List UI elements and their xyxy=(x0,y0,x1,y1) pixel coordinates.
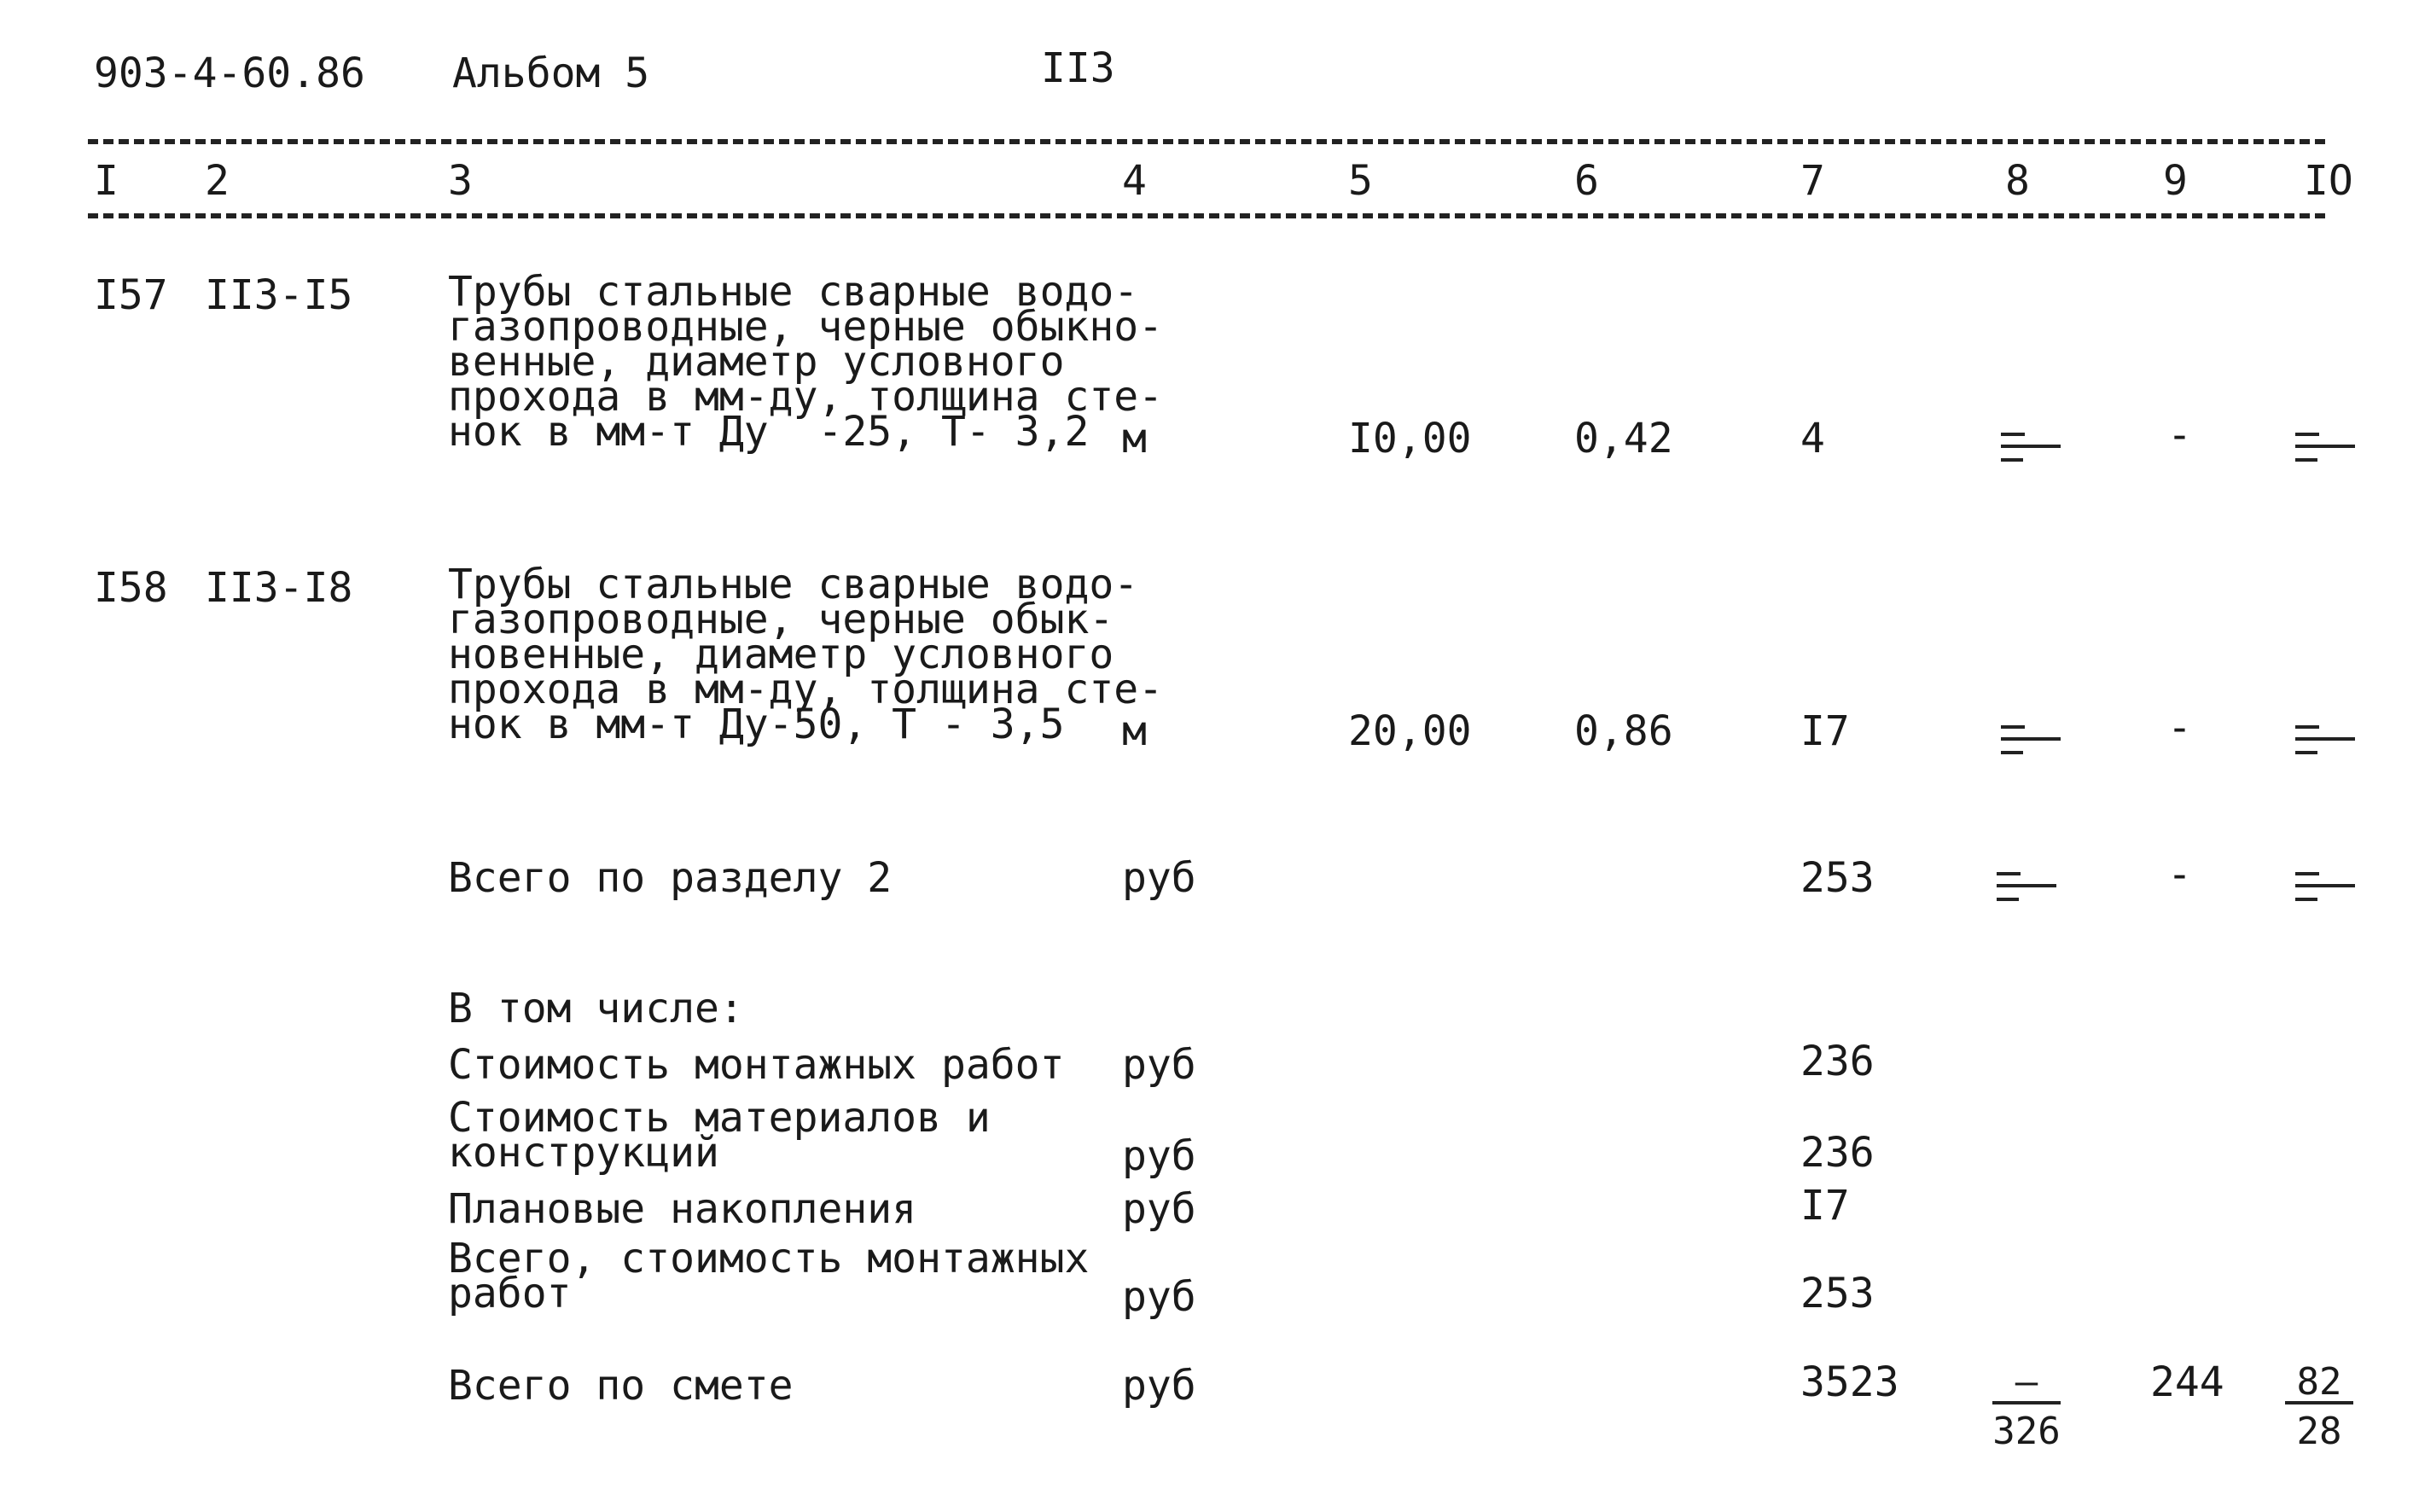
header-bottom-rule xyxy=(88,213,2325,218)
row-quantity: I0,00 xyxy=(1348,415,1472,462)
grand-total-col9: 244 xyxy=(2150,1358,2224,1406)
row-unit-price: 0,86 xyxy=(1574,707,1673,755)
breakdown-label: Стоимость материалов и конструкций xyxy=(448,1094,991,1177)
row-code: II3-I8 xyxy=(205,564,353,612)
col-header-3: 3 xyxy=(448,157,473,205)
breakdown-value: 236 xyxy=(1800,1129,1875,1177)
row-col10-dash-mark xyxy=(2295,431,2355,465)
section-total-label: Всего по разделу 2 xyxy=(448,854,893,902)
breakdown-value: I7 xyxy=(1800,1182,1850,1230)
fraction-denominator: 28 xyxy=(2296,1410,2342,1453)
including-heading: В том числе: xyxy=(448,985,744,1032)
row-number: I57 xyxy=(94,271,168,319)
album-label: Альбом 5 xyxy=(452,49,650,97)
col-header-8: 8 xyxy=(2005,157,2030,205)
breakdown-label: Плановые накопления xyxy=(448,1185,917,1233)
col-header-5: 5 xyxy=(1348,157,1373,205)
breakdown-label: Стоимость монтажных работ xyxy=(448,1041,1065,1089)
breakdown-unit: руб xyxy=(1122,1041,1196,1089)
fraction-numerator: – xyxy=(1992,1364,2061,1404)
row-unit-price: 0,42 xyxy=(1574,415,1673,462)
col-header-9: 9 xyxy=(2163,157,2188,205)
row-total: 4 xyxy=(1800,415,1825,462)
section-total-unit: руб xyxy=(1122,854,1196,902)
section-total-col8-mark xyxy=(1997,870,2056,904)
breakdown-value: 253 xyxy=(1800,1270,1875,1317)
col-header-1: I xyxy=(94,157,119,205)
row-total: I7 xyxy=(1800,707,1850,755)
row-quantity: 20,00 xyxy=(1348,707,1472,755)
fraction-denominator: 326 xyxy=(1992,1410,2061,1453)
row-col10-dash-mark xyxy=(2295,724,2355,758)
row-description: Трубы стальные сварные водо- газопроводные, черные обык- новенные, диаметр условного прохода в мм-ду, толщина сте- нок в мм-т Ду-50, Т - 3,5 xyxy=(448,561,1164,748)
breakdown-unit: руб xyxy=(1122,1273,1196,1321)
row-unit: м xyxy=(1122,415,1147,462)
col-header-6: 6 xyxy=(1574,157,1599,205)
grand-total-col8-fraction xyxy=(1992,1360,2061,1453)
row-unit: м xyxy=(1122,707,1147,755)
grand-total-value: 3523 xyxy=(1800,1358,1899,1406)
doc-code: 903-4-60.86 xyxy=(94,49,365,97)
breakdown-value: 236 xyxy=(1800,1038,1875,1085)
row-code: II3-I5 xyxy=(205,271,353,319)
page-number: II3 xyxy=(1041,44,1115,92)
col-header-10: IO xyxy=(2304,157,2353,205)
row-col9-dash: - xyxy=(2167,411,2192,459)
col-header-2: 2 xyxy=(205,157,230,205)
section-total-col10-mark xyxy=(2295,870,2355,904)
breakdown-unit: руб xyxy=(1122,1185,1196,1233)
col-header-7: 7 xyxy=(1800,157,1825,205)
row-number: I58 xyxy=(94,564,168,612)
section-total-value: 253 xyxy=(1800,854,1875,902)
grand-total-unit: руб xyxy=(1122,1362,1196,1410)
row-col8-dash-mark xyxy=(2001,431,2061,465)
header-top-rule xyxy=(88,139,2325,144)
breakdown-unit: руб xyxy=(1122,1132,1196,1180)
grand-total-col10-fraction xyxy=(2285,1360,2353,1453)
fraction-numerator: 82 xyxy=(2285,1364,2353,1404)
grand-total-label: Всего по смете xyxy=(448,1362,794,1410)
section-total-col9: - xyxy=(2167,851,2192,898)
col-header-4: 4 xyxy=(1122,157,1147,205)
row-description: Трубы стальные сварные водо- газопроводные, черные обыкно- венные, диаметр условного прохода в мм-ду, толщина сте- нок в мм-т Ду -25, Т- 3,2 xyxy=(448,268,1164,456)
row-col9-dash: - xyxy=(2167,704,2192,752)
row-col8-dash-mark xyxy=(2001,724,2061,758)
breakdown-label: Всего, стоимость монтажных работ xyxy=(448,1235,1090,1317)
